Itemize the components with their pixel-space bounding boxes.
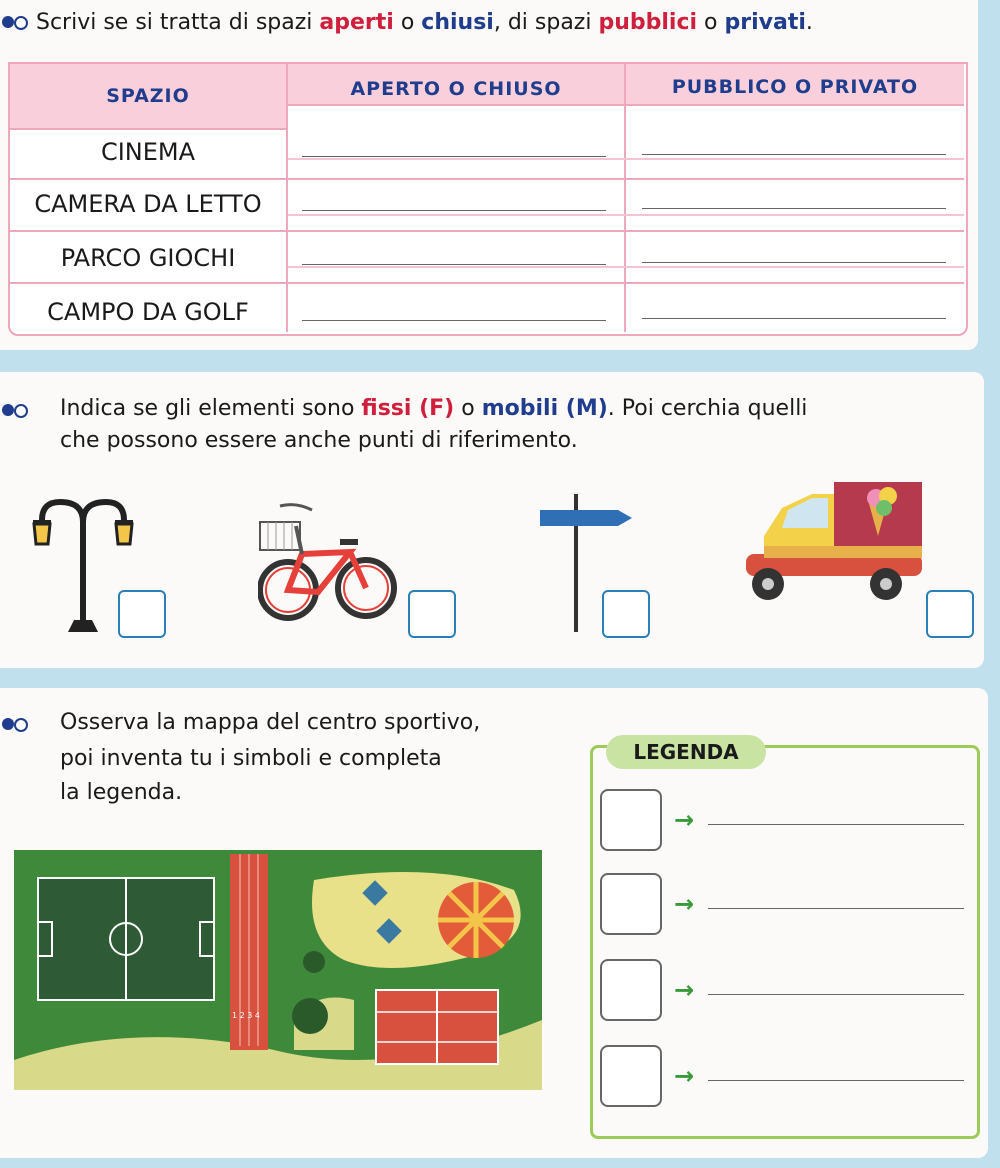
instruction-part: , di spazi xyxy=(493,10,599,35)
legend-symbol-box-1[interactable] xyxy=(600,789,662,851)
exercise-bullet-icon xyxy=(2,16,28,30)
answer-line[interactable] xyxy=(302,156,606,157)
arrow-right-icon: → xyxy=(674,890,695,918)
track-numbers: 1 2 3 4 xyxy=(232,1011,260,1020)
instruction-part: Indica se gli elementi sono xyxy=(60,396,362,421)
exercise-3-instruction-line2: poi inventa tu i simboli e completa xyxy=(60,746,442,771)
instruction-part: fissi (F) xyxy=(361,396,455,421)
legend-answer-line[interactable] xyxy=(708,908,964,909)
legend-answer-line[interactable] xyxy=(708,1080,964,1081)
answer-line[interactable] xyxy=(642,262,946,263)
signpost-answer-box[interactable] xyxy=(602,590,650,638)
instruction-part: aperti xyxy=(319,10,394,35)
row-label-golf: CAMPO DA GOLF xyxy=(47,298,249,326)
exercise-bullet-icon xyxy=(2,404,28,418)
exercise-bullet-icon xyxy=(2,718,28,732)
row-label-camera: CAMERA DA LETTO xyxy=(34,190,262,218)
legend-symbol-box-4[interactable] xyxy=(600,1045,662,1107)
exercise-2-instruction xyxy=(60,394,807,424)
exercise-2-instruction-line2: che possono essere anche punti di riferimento. xyxy=(60,428,578,453)
exercise-2-card xyxy=(0,372,984,668)
answer-line[interactable] xyxy=(302,264,606,265)
header-aperto-chiuso: APERTO O CHIUSO xyxy=(288,64,624,104)
exercise-3-instruction-line3: la legenda. xyxy=(60,780,183,805)
exercise-1-instruction xyxy=(36,8,813,38)
answer-line[interactable] xyxy=(642,318,946,319)
row-label-cinema: CINEMA xyxy=(100,138,196,166)
lamp-answer-box[interactable] xyxy=(118,590,166,638)
row-label-parco: PARCO GIOCHI xyxy=(60,244,236,272)
header-spazio: SPAZIO xyxy=(10,64,286,128)
spaces-table xyxy=(8,62,968,336)
answer-line[interactable] xyxy=(642,208,946,209)
sports-center-map xyxy=(14,850,542,1090)
instruction-part: o xyxy=(697,10,725,35)
instruction-part: o xyxy=(454,396,482,421)
instruction-part: pubblici xyxy=(598,10,698,35)
answer-line[interactable] xyxy=(302,210,606,211)
instruction-part: o xyxy=(393,10,422,35)
truck-answer-box[interactable] xyxy=(926,590,974,638)
legend-title: LEGENDA xyxy=(606,735,766,769)
header-pubblico-privato: PUBBLICO O PRIVATO xyxy=(626,64,964,104)
instruction-part: . xyxy=(805,10,813,35)
legend-symbol-box-3[interactable] xyxy=(600,959,662,1021)
exercise-1-card xyxy=(0,0,978,350)
legend-answer-line[interactable] xyxy=(708,824,964,825)
bicycle-answer-box[interactable] xyxy=(408,590,456,638)
instruction-part: . Poi cerchia quelli xyxy=(607,396,808,421)
answer-line[interactable] xyxy=(302,320,606,321)
exercise-3-instruction-line1: Osserva la mappa del centro sportivo, xyxy=(60,710,481,735)
legend-answer-line[interactable] xyxy=(708,994,964,995)
instruction-part: privati xyxy=(724,10,806,35)
answer-line[interactable] xyxy=(642,154,946,155)
arrow-right-icon: → xyxy=(674,806,695,834)
arrow-right-icon: → xyxy=(674,1062,695,1090)
instruction-part: Scrivi se si tratta di spazi xyxy=(36,10,320,35)
legend-symbol-box-2[interactable] xyxy=(600,873,662,935)
instruction-part: chiusi xyxy=(421,10,494,35)
arrow-right-icon: → xyxy=(674,976,695,1004)
ice-cream-truck-icon xyxy=(742,480,932,608)
instruction-part: mobili (M) xyxy=(481,396,608,421)
bicycle-icon xyxy=(258,500,398,630)
